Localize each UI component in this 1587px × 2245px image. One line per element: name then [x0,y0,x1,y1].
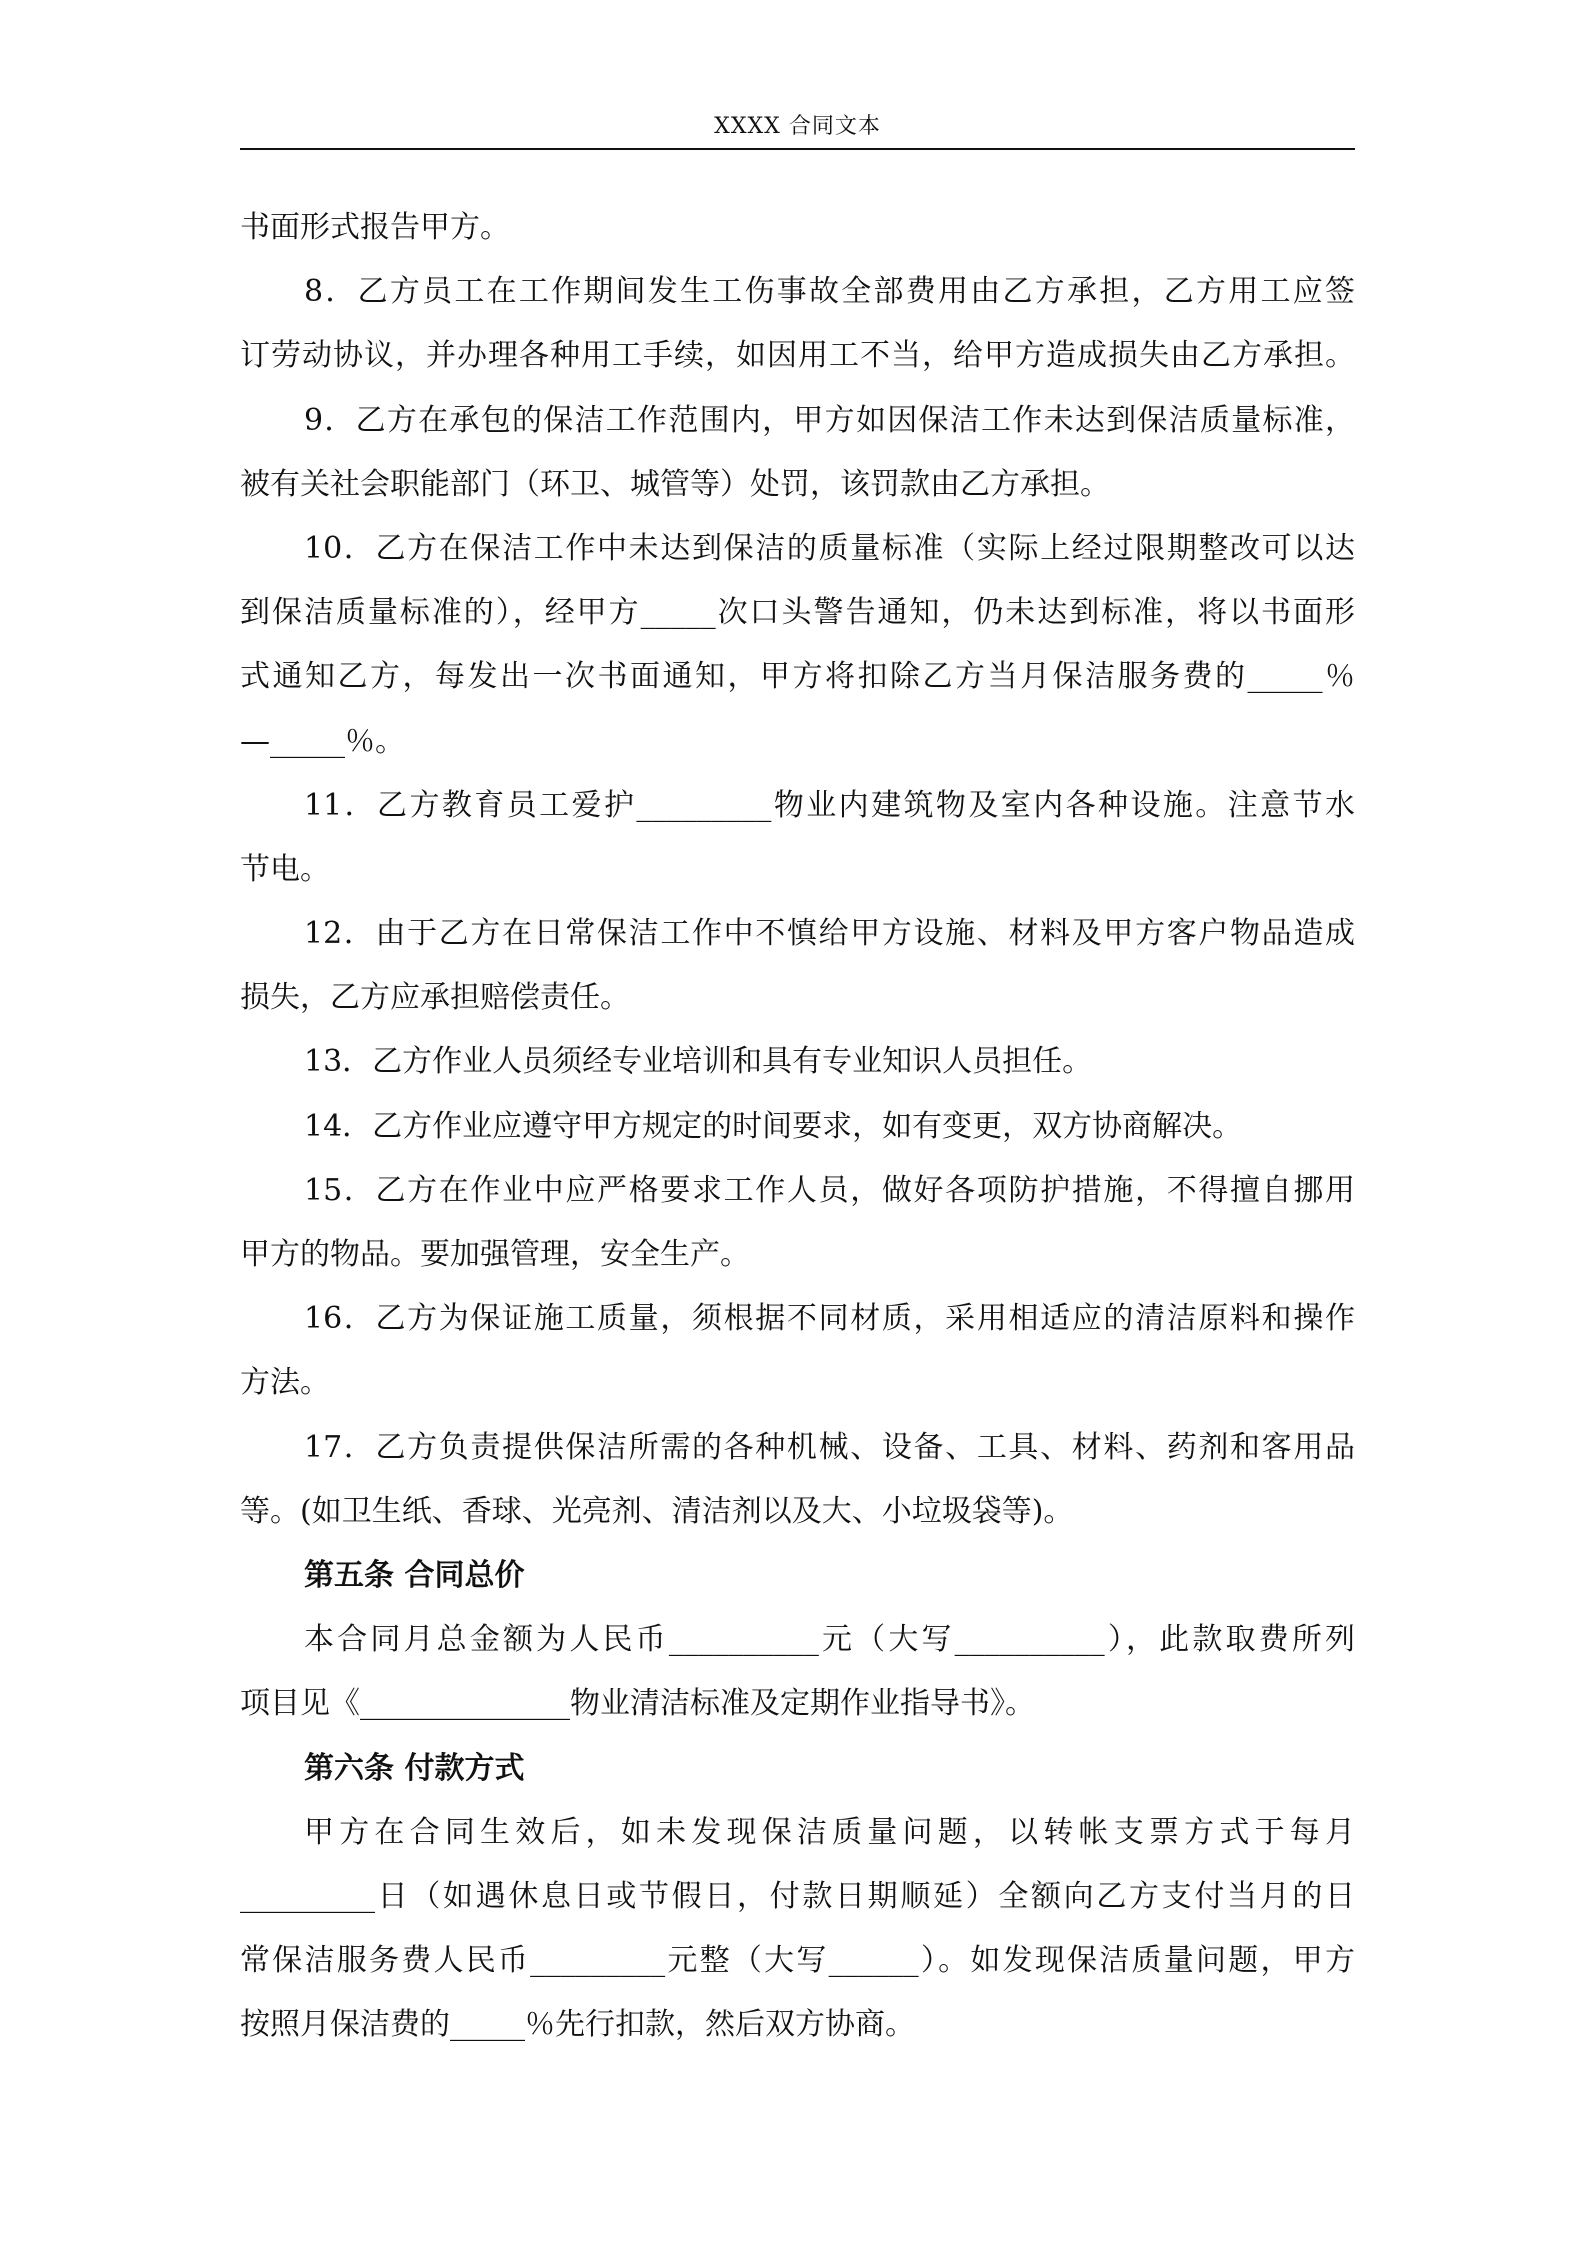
article-5-line-2: 项目见《______________物业清洁标准及定期作业指导书》。 [240,1686,1035,1722]
article-5-heading: 第五条 合同总价 [304,1557,525,1593]
clause-13-line: 13．乙方作业人员须经专业培训和具有专业知识人员担任。 [304,1044,1093,1080]
clause-8-line-2: 订劳动协议，并办理各种用工手续，如因用工不当，给甲方造成损失由乙方承担。 [240,338,1355,374]
clause-16-line-1: 16．乙方为保证施工质量，须根据不同材质，采用相适应的清洁原料和操作 [304,1301,1355,1337]
clause-12-line-1: 12．由于乙方在日常保洁工作中不慎给甲方设施、材料及甲方客户物品造成 [304,916,1355,952]
page-header: XXXX 合同文本 [714,114,881,139]
clause-15-line-1: 15．乙方在作业中应严格要求工作人员，做好各项防护措施，不得擅自挪用 [304,1172,1355,1208]
clause-14-line: 14．乙方作业应遵守甲方规定的时间要求，如有变更，双方协商解决。 [304,1108,1243,1144]
clause-12-line-2: 损失，乙方应承担赔偿责任。 [240,980,630,1016]
document-body [240,196,1355,2057]
clause-11-line-2: 节电。 [240,851,330,887]
clause-8-line-1: 8．乙方员工在工作期间发生工伤事故全部费用由乙方承担，乙方用工应签 [304,274,1355,310]
article-6-heading: 第六条 付款方式 [304,1750,525,1786]
article-6-line-4: 按照月保洁费的_____％先行扣款，然后双方协商。 [240,2007,915,2043]
article-6-line-1: 甲方在合同生效后，如未发现保洁质量问题，以转帐支票方式于每月 [304,1814,1355,1850]
clause-16-line-2: 方法。 [240,1365,330,1401]
clause-10-line-2: 到保洁质量标准的），经甲方_____次口头警告通知，仍未达到标准，将以书面形 [240,595,1355,631]
clause-10-line-1: 10．乙方在保洁工作中未达到保洁的质量标准（实际上经过限期整改可以达 [304,530,1355,566]
clause-17-line-2: 等。(如卫生纸、香球、光亮剂、清洁剂以及大、小垃圾袋等)。 [240,1493,1074,1529]
clause-10-line-4: —_____％。 [240,723,405,759]
clause-11-line-1: 11．乙方教育员工爱护_________物业内建筑物及室内各种设施。注意节水 [304,787,1355,823]
clause-9-line-2: 被有关社会职能部门（环卫、城管等）处罚，该罚款由乙方承担。 [240,466,1110,502]
header-rule [240,148,1355,150]
clause-17-line-1: 17．乙方负责提供保洁所需的各种机械、设备、工具、材料、药剂和客用品 [304,1429,1355,1465]
article-6-line-3: 常保洁服务费人民币_________元整（大写______）。如发现保洁质量问题，甲方 [240,1943,1355,1979]
clause-10-line-3: 式通知乙方，每发出一次书面通知，甲方将扣除乙方当月保洁服务费的_____％ [240,659,1355,695]
article-6-line-2: _________日（如遇休息日或节假日，付款日期顺延）全额向乙方支付当月的日 [240,1878,1355,1914]
article-5-line-1: 本合同月总金额为人民币__________元（大写__________），此款取费所列 [304,1622,1355,1658]
clause-15-line-2: 甲方的物品。要加强管理，安全生产。 [240,1237,750,1272]
paragraph-line: 书面形式报告甲方。 [240,210,510,245]
clause-9-line-1: 9．乙方在承包的保洁工作范围内，甲方如因保洁工作未达到保洁质量标准， [304,402,1355,438]
